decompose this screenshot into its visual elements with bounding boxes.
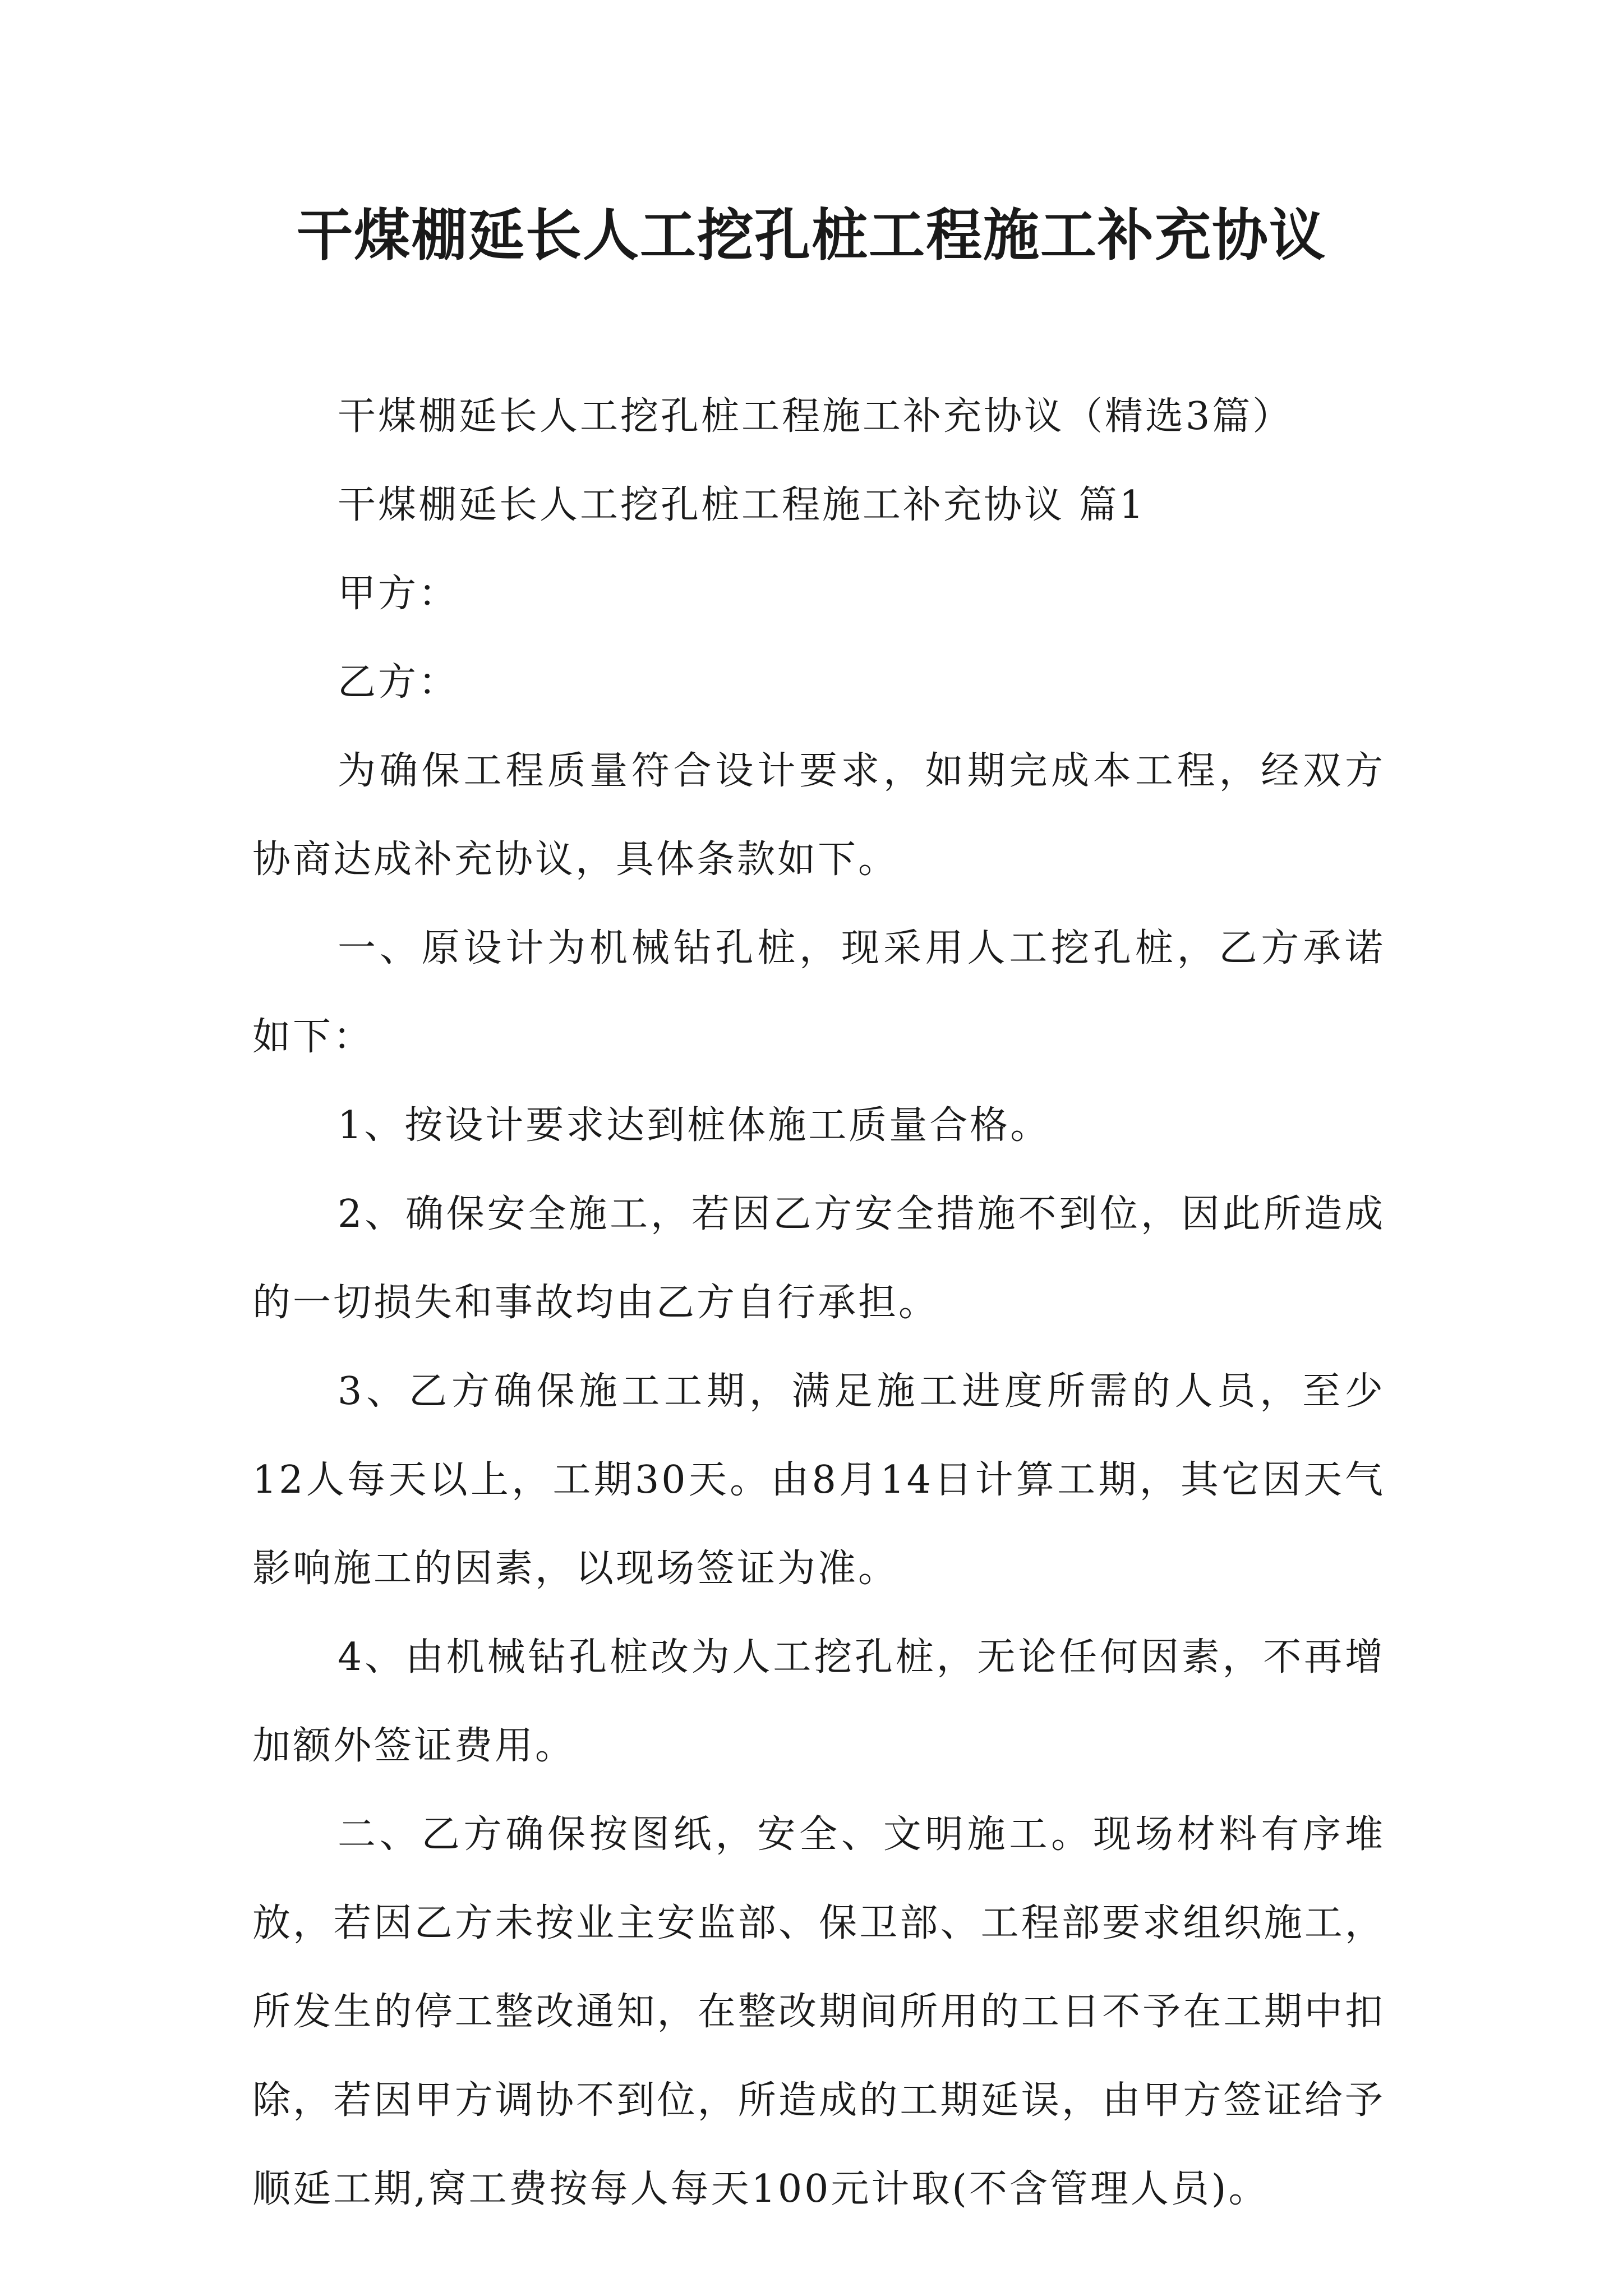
clause-1-item-2: 2、确保安全施工，若因乙方安全措施不到位，因此所造成的一切损失和事故均由乙方自行承担。 bbox=[252, 1192, 1385, 1325]
document-body bbox=[252, 372, 1385, 2234]
section-heading: 干煤棚延长人工挖孔桩工程施工补充协议 篇1 bbox=[338, 483, 1146, 527]
subtitle-paragraph: 干煤棚延长人工挖孔桩工程施工补充协议（精选3篇） bbox=[338, 394, 1293, 439]
clause-1-item-1: 1、按设计要求达到桩体施工质量合格。 bbox=[338, 1103, 1051, 1148]
clause-1-paragraph: 一、原设计为机械钻孔桩，现采用人工挖孔桩，乙方承诺如下： bbox=[252, 926, 1385, 1059]
clause-2-paragraph: 二、乙方确保按图纸，安全、文明施工。现场材料有序堆放，若因乙方未按业主安监部、保卫部、工程部要求组织施工，所发生的停工整改通知，在整改期间所用的工日不予在工期中扣除，若因甲方调协不到位，所造成的工期延误，由甲方签证给予顺延工期,窝工费按每人每天100元计取(不含管理人员)。 bbox=[252, 1812, 1385, 2211]
intro-paragraph: 为确保工程质量符合设计要求，如期完成本工程，经双方协商达成补充协议，具体条款如下。 bbox=[252, 749, 1385, 882]
clause-1-item-4: 4、由机械钻孔桩改为人工挖孔桩，无论任何因素，不再增加额外签证费用。 bbox=[252, 1635, 1385, 1768]
document-title: 干煤棚延长人工挖孔桩工程施工补充协议 bbox=[297, 203, 1326, 268]
party-a-label: 甲方： bbox=[338, 572, 459, 616]
clause-1-item-3: 3、乙方确保施工工期，满足施工进度所需的人员，至少12人每天以上，工期30天。由8月14日计算工期，其它因天气影响施工的因素，以现场签证为准。 bbox=[252, 1369, 1385, 1591]
party-b-label: 乙方： bbox=[338, 660, 459, 705]
